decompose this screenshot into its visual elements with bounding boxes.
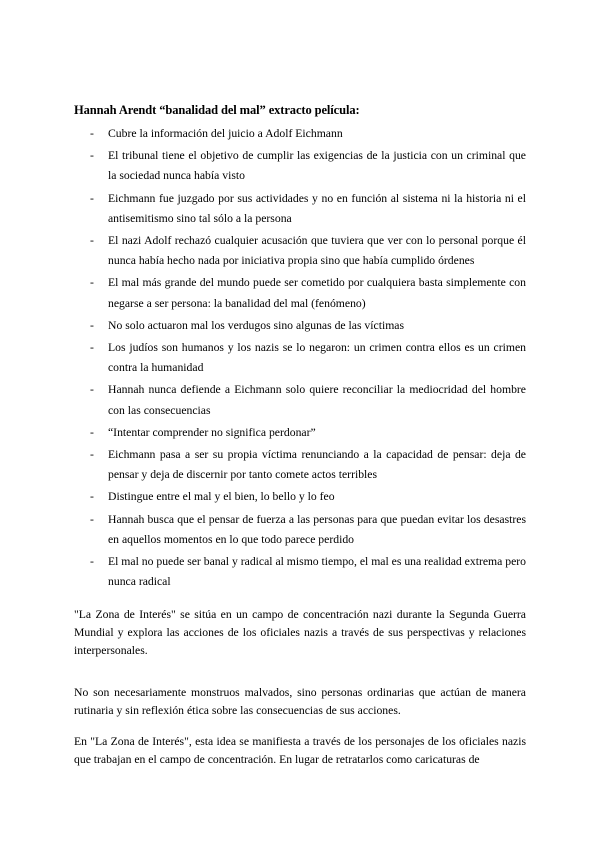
bullet-text: No solo actuaron mal los verdugos sino algunas de las víctimas [108, 318, 405, 332]
bullet-item [90, 338, 526, 378]
paragraph-ordinary-people: No son necesariamente monstruos malvados, sino personas ordinarias que actúan de manera rutinaria y sin reflexión ética sobre las consecuencias de sus acciones. [74, 686, 526, 717]
document-heading: Hannah Arendt “banalidad del mal” extracto película: [74, 103, 360, 117]
bullet-dash: - [90, 383, 94, 397]
bullet-dash: - [90, 149, 94, 163]
bullet-text: Cubre la información del juicio a Adolf Eichmann [108, 127, 343, 140]
bullet-dash: - [90, 448, 94, 462]
bullet-item [90, 231, 526, 271]
bullet-dash: - [90, 425, 94, 439]
notes-bullet-list [90, 124, 526, 594]
bullet-text: El nazi Adolf rechazó cualquier acusación que tuviera que ver con lo personal porque él nunca había hecho nada por iniciativa propia sino que había cumplido órdenes [108, 234, 526, 268]
bullet-item [90, 423, 526, 443]
bullet-item [90, 316, 526, 336]
bullet-text: “Intentar comprender no significa perdonar” [108, 425, 316, 439]
bullet-dash: - [90, 191, 94, 205]
bullet-dash: - [90, 555, 94, 569]
bullet-item [90, 189, 526, 229]
bullet-item [90, 487, 526, 507]
bullet-dash: - [90, 318, 94, 332]
bullet-item [90, 380, 526, 420]
bullet-item [90, 273, 526, 313]
bullet-item [90, 552, 526, 592]
bullet-dash: - [90, 512, 94, 526]
bullet-text: El tribunal tiene el objetivo de cumplir las exigencias de la justicia con un criminal que la sociedad nunca había visto [108, 149, 526, 183]
bullet-item [90, 146, 526, 186]
paragraph-zona-intro: "La Zona de Interés" se sitúa en un campo de concentración nazi durante la Segunda Guerra Mundial y explora las acciones de los oficiales nazis a través de sus perspectivas y relaciones interpersonales. [74, 608, 526, 657]
bullet-dash: - [90, 127, 94, 140]
bullet-text: Hannah busca que el pensar de fuerza a las personas para que puedan evitar los desastres en aquellos momentos en lo que todo parece perdido [108, 512, 526, 546]
bullet-text: Los judíos son humanos y los nazis se lo negaron: un crimen contra ellos es un crimen contra la humanidad [108, 341, 526, 375]
bullet-item [90, 445, 526, 485]
bullet-dash: - [90, 276, 94, 290]
bullet-item [90, 510, 526, 550]
paragraph-zona-characters: En "La Zona de Interés", esta idea se manifiesta a través de los personajes de los oficiales nazis que trabajan en el campo de concentración. En lugar de retratarlos como caricaturas de [74, 735, 526, 766]
bullet-dash: - [90, 341, 94, 355]
bullet-text: El mal más grande del mundo puede ser cometido por cualquiera basta simplemente con negarse a ser persona: la banalidad del mal (fenómeno) [108, 276, 526, 310]
bullet-dash: - [90, 490, 94, 504]
bullet-text: El mal no puede ser banal y radical al mismo tiempo, el mal es una realidad extrema pero nunca radical [108, 555, 526, 589]
bullet-item [90, 124, 526, 144]
bullet-dash: - [90, 234, 94, 248]
bullet-text: Eichmann fue juzgado por sus actividades y no en función al sistema ni la historia ni el antisemitismo sino tal sólo a la persona [108, 191, 526, 225]
bullet-text: Distingue entre el mal y el bien, lo bello y lo feo [108, 490, 335, 504]
bullet-text: Eichmann pasa a ser su propia víctima renunciando a la capacidad de pensar: deja de pensar y deja de discernir por tanto comete actos terribles [108, 448, 526, 482]
bullet-text: Hannah nunca defiende a Eichmann solo quiere reconciliar la mediocridad del hombre con las consecuencias [108, 383, 526, 417]
